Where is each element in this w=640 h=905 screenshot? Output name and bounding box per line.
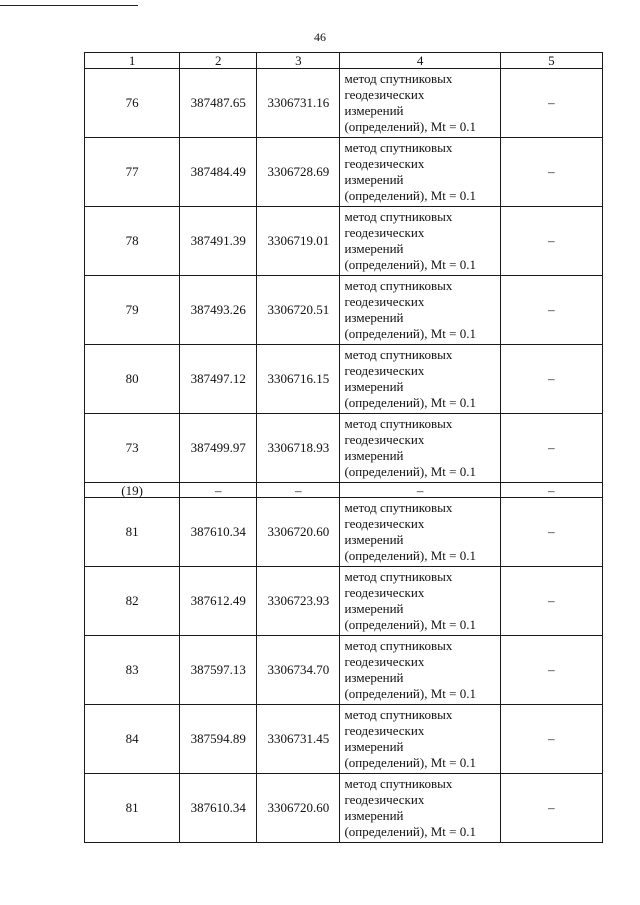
method-cell: метод спутниковых геодезических измерений (определений), Mt = 0.1 [340, 498, 500, 567]
table-row [85, 276, 603, 345]
table-row [85, 345, 603, 414]
x-coordinate-cell: 387491.39 [180, 207, 257, 276]
table-row [85, 636, 603, 705]
x-coordinate-cell: 387610.34 [180, 774, 257, 843]
note-cell: – [500, 567, 602, 636]
x-coordinate-cell: 387487.65 [180, 69, 257, 138]
x-coordinate-cell: 387493.26 [180, 276, 257, 345]
header-cell-3: 3 [257, 53, 340, 69]
note-cell: – [500, 345, 602, 414]
method-cell: метод спутниковых геодезических измерений (определений), Mt = 0.1 [340, 705, 500, 774]
note-cell: – [500, 483, 602, 498]
method-cell: метод спутниковых геодезических измерений (определений), Mt = 0.1 [340, 345, 500, 414]
point-number-cell: 82 [85, 567, 180, 636]
table-row [85, 138, 603, 207]
point-number-cell: 80 [85, 345, 180, 414]
method-cell: метод спутниковых геодезических измерений (определений), Mt = 0.1 [340, 69, 500, 138]
y-coordinate-cell: 3306723.93 [257, 567, 340, 636]
note-cell: – [500, 276, 602, 345]
table-row [85, 69, 603, 138]
point-number-cell: 84 [85, 705, 180, 774]
table-row [85, 567, 603, 636]
note-cell: – [500, 636, 602, 705]
y-coordinate-cell: – [257, 483, 340, 498]
method-cell: метод спутниковых геодезических измерений (определений), Mt = 0.1 [340, 414, 500, 483]
y-coordinate-cell: 3306731.16 [257, 69, 340, 138]
x-coordinate-cell: 387610.34 [180, 498, 257, 567]
point-number-cell: 77 [85, 138, 180, 207]
header-cell-2: 2 [180, 53, 257, 69]
y-coordinate-cell: 3306720.51 [257, 276, 340, 345]
point-number-cell: 83 [85, 636, 180, 705]
point-number-cell: 78 [85, 207, 180, 276]
note-cell: – [500, 207, 602, 276]
y-coordinate-cell: 3306734.70 [257, 636, 340, 705]
point-number-cell: 79 [85, 276, 180, 345]
header-cell-4: 4 [340, 53, 500, 69]
method-cell: – [340, 483, 500, 498]
point-number-cell: 76 [85, 69, 180, 138]
table-row [85, 207, 603, 276]
x-coordinate-cell: 387499.97 [180, 414, 257, 483]
x-coordinate-cell: 387594.89 [180, 705, 257, 774]
y-coordinate-cell: 3306718.93 [257, 414, 340, 483]
note-cell: – [500, 414, 602, 483]
y-coordinate-cell: 3306731.45 [257, 705, 340, 774]
x-coordinate-cell: – [180, 483, 257, 498]
page-number: 46 [314, 30, 326, 44]
header-cell-1: 1 [85, 53, 180, 69]
x-coordinate-cell: 387612.49 [180, 567, 257, 636]
header-cell-5: 5 [500, 53, 602, 69]
method-cell: метод спутниковых геодезических измерений (определений), Mt = 0.1 [340, 567, 500, 636]
method-cell: метод спутниковых геодезических измерений (определений), Mt = 0.1 [340, 276, 500, 345]
point-number-cell: 81 [85, 774, 180, 843]
header-row [85, 53, 603, 69]
top-rule [0, 5, 138, 6]
point-number-cell: 81 [85, 498, 180, 567]
separator-row [85, 483, 603, 498]
y-coordinate-cell: 3306728.69 [257, 138, 340, 207]
note-cell: – [500, 138, 602, 207]
note-cell: – [500, 498, 602, 567]
table-row [85, 774, 603, 843]
note-cell: – [500, 705, 602, 774]
x-coordinate-cell: 387497.12 [180, 345, 257, 414]
note-cell: – [500, 774, 602, 843]
table-row [85, 498, 603, 567]
y-coordinate-cell: 3306716.15 [257, 345, 340, 414]
point-number-cell: 73 [85, 414, 180, 483]
table-row [85, 705, 603, 774]
x-coordinate-cell: 387484.49 [180, 138, 257, 207]
method-cell: метод спутниковых геодезических измерений (определений), Mt = 0.1 [340, 207, 500, 276]
y-coordinate-cell: 3306720.60 [257, 498, 340, 567]
method-cell: метод спутниковых геодезических измерений (определений), Mt = 0.1 [340, 138, 500, 207]
x-coordinate-cell: 387597.13 [180, 636, 257, 705]
y-coordinate-cell: 3306720.60 [257, 774, 340, 843]
point-number-cell: (19) [85, 483, 180, 498]
coordinates-table [84, 52, 603, 843]
table-body [85, 53, 603, 843]
table-row [85, 414, 603, 483]
method-cell: метод спутниковых геодезических измерений (определений), Mt = 0.1 [340, 636, 500, 705]
method-cell: метод спутниковых геодезических измерений (определений), Mt = 0.1 [340, 774, 500, 843]
y-coordinate-cell: 3306719.01 [257, 207, 340, 276]
note-cell: – [500, 69, 602, 138]
